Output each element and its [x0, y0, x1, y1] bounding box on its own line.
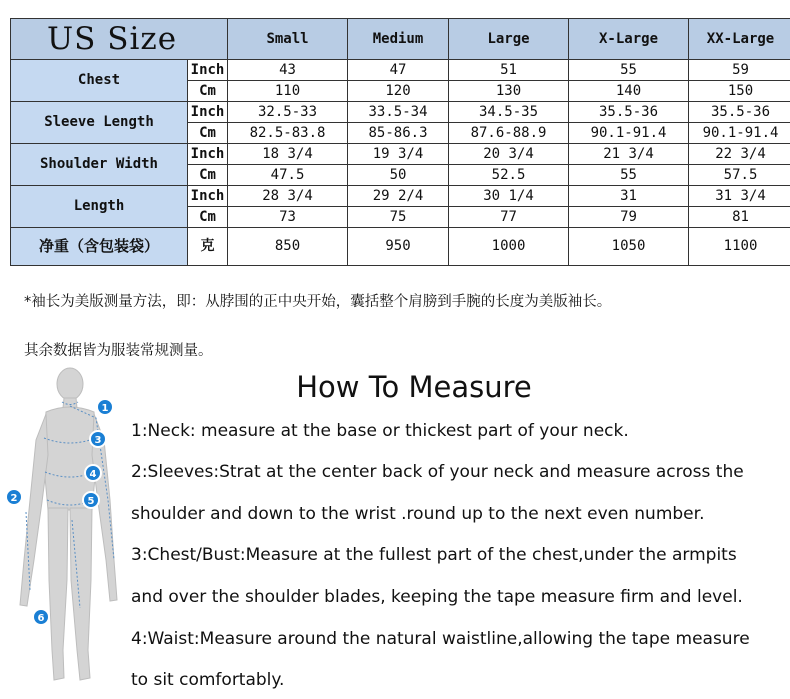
table-cell: 110: [228, 81, 348, 102]
size-header-x-large: X-Large: [569, 19, 689, 60]
unit-label: Inch: [188, 144, 228, 165]
instruction-sleeves: 2:Sleeves:Strat at the center back of your neck and measure across the: [131, 462, 744, 482]
table-cell: 47: [348, 60, 449, 81]
table-cell: 57.5: [689, 165, 790, 186]
table-cell: 82.5-83.8: [228, 123, 348, 144]
table-cell: 31: [569, 186, 689, 207]
unit-label: Cm: [188, 123, 228, 144]
table-cell: 43: [228, 60, 348, 81]
size-header-medium: Medium: [348, 19, 449, 60]
instruction-chest-cont: and over the shoulder blades, keeping the tape measure firm and level.: [131, 587, 743, 607]
table-cell: 90.1-91.4: [569, 123, 689, 144]
table-cell: 29 2/4: [348, 186, 449, 207]
table-cell: 1050: [569, 228, 689, 266]
table-cell: 73: [228, 207, 348, 228]
size-header-row: [11, 19, 790, 60]
size-header-xx-large: XX-Large: [689, 19, 790, 60]
unit-label: Inch: [188, 186, 228, 207]
table-cell: 59: [689, 60, 790, 81]
row-label-sleeve-length: Sleeve Length: [11, 102, 188, 144]
row-label-chest: Chest: [11, 60, 188, 102]
table-row: [11, 186, 790, 207]
table-cell: 85-86.3: [348, 123, 449, 144]
size-header-large: Large: [449, 19, 569, 60]
table-cell: 21 3/4: [569, 144, 689, 165]
unit-label: 克: [188, 228, 228, 266]
table-cell: 950: [348, 228, 449, 266]
instruction-neck: 1:Neck: measure at the base or thickest part of your neck.: [131, 421, 629, 441]
table-cell: 28 3/4: [228, 186, 348, 207]
unit-label: Cm: [188, 207, 228, 228]
row-label-shoulder-width: Shoulder Width: [11, 144, 188, 186]
table-cell: 35.5-36: [569, 102, 689, 123]
marker-2-sleeve-icon: [6, 489, 22, 505]
table-cell: 22 3/4: [689, 144, 790, 165]
table-cell: 31 3/4: [689, 186, 790, 207]
table-cell: 34.5-35: [449, 102, 569, 123]
unit-label: Cm: [188, 165, 228, 186]
table-cell: 50: [348, 165, 449, 186]
svg-text:1: 1: [101, 403, 109, 414]
marker-3-chest-icon: [90, 431, 106, 447]
table-cell: 52.5: [449, 165, 569, 186]
table-cell: 35.5-36: [689, 102, 790, 123]
row-label-length: Length: [11, 186, 188, 228]
table-cell: 81: [689, 207, 790, 228]
instruction-waist: 4:Waist:Measure around the natural waistline,allowing the tape measure: [131, 629, 750, 649]
table-cell: 1100: [689, 228, 790, 266]
svg-text:5: 5: [87, 496, 95, 507]
table-row: [11, 60, 790, 81]
unit-label: Inch: [188, 60, 228, 81]
instruction-waist-cont: to sit comfortably.: [131, 670, 285, 690]
table-cell: 19 3/4: [348, 144, 449, 165]
instruction-chest: 3:Chest/Bust:Measure at the fullest part of the chest,under the armpits: [131, 545, 737, 565]
table-row: [11, 102, 790, 123]
table-cell: 55: [569, 165, 689, 186]
table-cell: 32.5-33: [228, 102, 348, 123]
unit-label: Cm: [188, 81, 228, 102]
marker-5-hip-icon: [83, 492, 99, 508]
size-header-small: Small: [228, 19, 348, 60]
table-cell: 87.6-88.9: [449, 123, 569, 144]
table-cell: 51: [449, 60, 569, 81]
table-cell: 79: [569, 207, 689, 228]
svg-text:2: 2: [10, 493, 18, 504]
table-row: [11, 228, 790, 266]
table-cell: 1000: [449, 228, 569, 266]
table-cell: 120: [348, 81, 449, 102]
table-cell: 850: [228, 228, 348, 266]
table-cell: 47.5: [228, 165, 348, 186]
table-row: [11, 144, 790, 165]
how-to-measure-title: How To Measure: [296, 370, 532, 404]
table-title: US Size: [11, 19, 228, 60]
instruction-sleeves-cont: shoulder and down to the wrist .round up to the next even number.: [131, 504, 705, 524]
table-cell: 33.5-34: [348, 102, 449, 123]
size-chart-table: [10, 18, 790, 266]
svg-text:3: 3: [94, 435, 102, 446]
table-cell: 75: [348, 207, 449, 228]
svg-text:4: 4: [89, 469, 97, 480]
table-cell: 55: [569, 60, 689, 81]
unit-label: Inch: [188, 102, 228, 123]
table-cell: 20 3/4: [449, 144, 569, 165]
marker-4-waist-icon: [85, 465, 101, 481]
table-cell: 150: [689, 81, 790, 102]
table-cell: 90.1-91.4: [689, 123, 790, 144]
sleeve-measurement-note: *袖长为美版测量方法，即：从脖围的正中央开始，囊括整个肩膀到手腕的长度为美版袖长。: [24, 294, 612, 310]
table-cell: 140: [569, 81, 689, 102]
table-cell: 30 1/4: [449, 186, 569, 207]
marker-6-inseam-icon: [33, 609, 49, 625]
row-label-net-weight: 净重（含包装袋）: [11, 228, 188, 266]
general-measurement-note: 其余数据皆为服装常规测量。: [24, 343, 213, 359]
table-cell: 77: [449, 207, 569, 228]
table-cell: 130: [449, 81, 569, 102]
body-figure-illustration: [0, 360, 130, 699]
table-cell: 18 3/4: [228, 144, 348, 165]
svg-text:6: 6: [37, 613, 45, 624]
